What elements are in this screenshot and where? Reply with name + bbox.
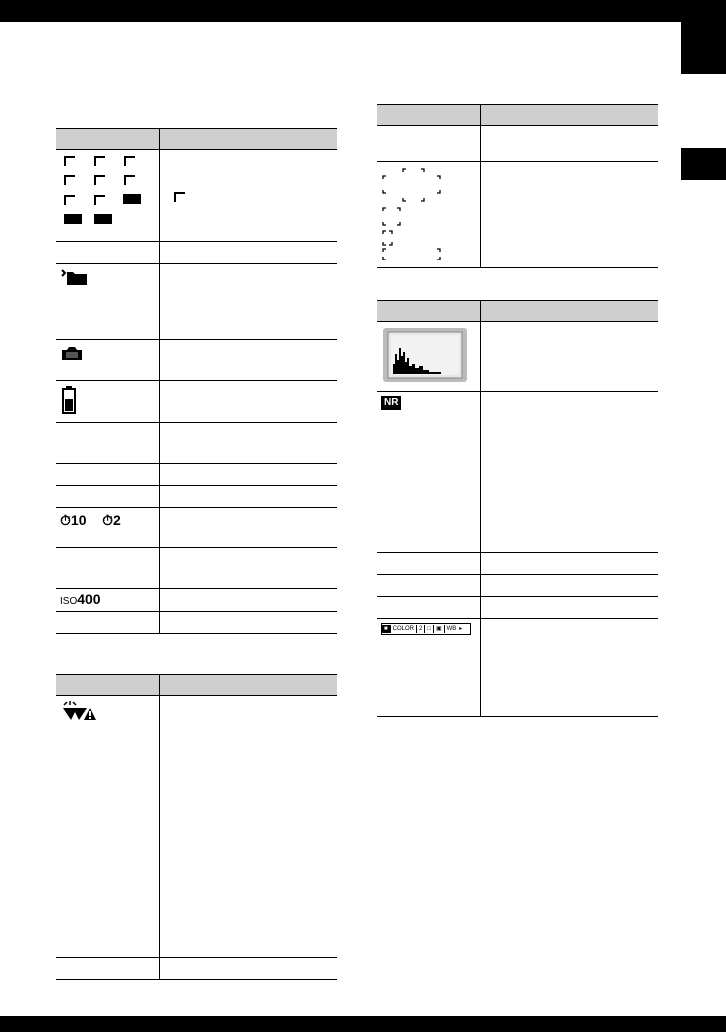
display-table-1 [56,128,337,634]
recording-folder-icon [60,268,100,286]
self-timer-2-icon: ⏱2 [102,512,121,528]
table-row [377,575,658,597]
table-row [56,381,337,423]
image-size-icon-grid [60,154,155,234]
table-row [56,264,337,340]
table-row [56,548,337,589]
histogram-icon [381,326,469,384]
af-range-finder-frame-icons [381,166,451,260]
table-header [377,105,658,126]
table-row [56,958,337,980]
section-tab [681,148,726,180]
image-size-icon [124,175,135,185]
scroll-right-icon: ▸ [459,626,463,632]
battery-remaining-icon [60,385,80,415]
table-row [56,508,337,548]
bottom-bar [0,1016,726,1032]
image-size-icon [94,214,112,224]
table-row [377,162,658,268]
menu-guide-strip-icon [381,623,471,635]
camera-mode-menu-icon: ■ [384,626,388,632]
image-size-icon [174,192,185,202]
camera-shake-warning-icon [60,700,96,722]
iso-icon: ISO400 [60,591,101,607]
table-header [56,675,337,696]
table-row [56,464,337,486]
chapter-tab [681,22,726,74]
image-size-icon [94,175,105,185]
table-row [377,597,658,619]
table-row [377,553,658,575]
display-table-3 [377,104,658,268]
nr-slow-shutter-icon: NR [381,396,401,410]
table-row [377,619,658,717]
table-row [377,322,658,392]
metering-menu-icon: ▣ [433,625,444,633]
self-timer-10-icon: ⏱10 [60,512,87,528]
image-size-icon [64,195,75,205]
image-size-icon [124,156,135,166]
table-row [377,126,658,162]
image-size-icon [94,156,105,166]
self-timer-icons [60,512,121,528]
wb-menu-item: WB [444,625,459,633]
color-menu-item: COLOR [390,625,416,633]
image-size-icon [94,195,105,205]
image-size-icon [123,194,141,204]
table-row [56,589,337,612]
image-size-icon [64,175,75,185]
table-row [56,486,337,508]
display-table-2 [56,674,337,980]
flash-level-menu-item: 2 [416,625,424,633]
image-size-note [164,154,334,234]
display-table-4 [377,300,658,717]
top-bar [0,0,726,22]
table-row [56,612,337,634]
table-row [56,340,337,381]
image-size-icon [64,214,82,224]
table-row [56,423,337,464]
table-row [56,150,337,242]
table-row [56,696,337,958]
table-header [377,301,658,322]
camera-battery-icon [60,344,84,362]
table-header [56,129,337,150]
focus-menu-icon: □ [424,625,433,633]
image-size-icon [64,156,75,166]
table-row [377,392,658,553]
table-row [56,242,337,264]
